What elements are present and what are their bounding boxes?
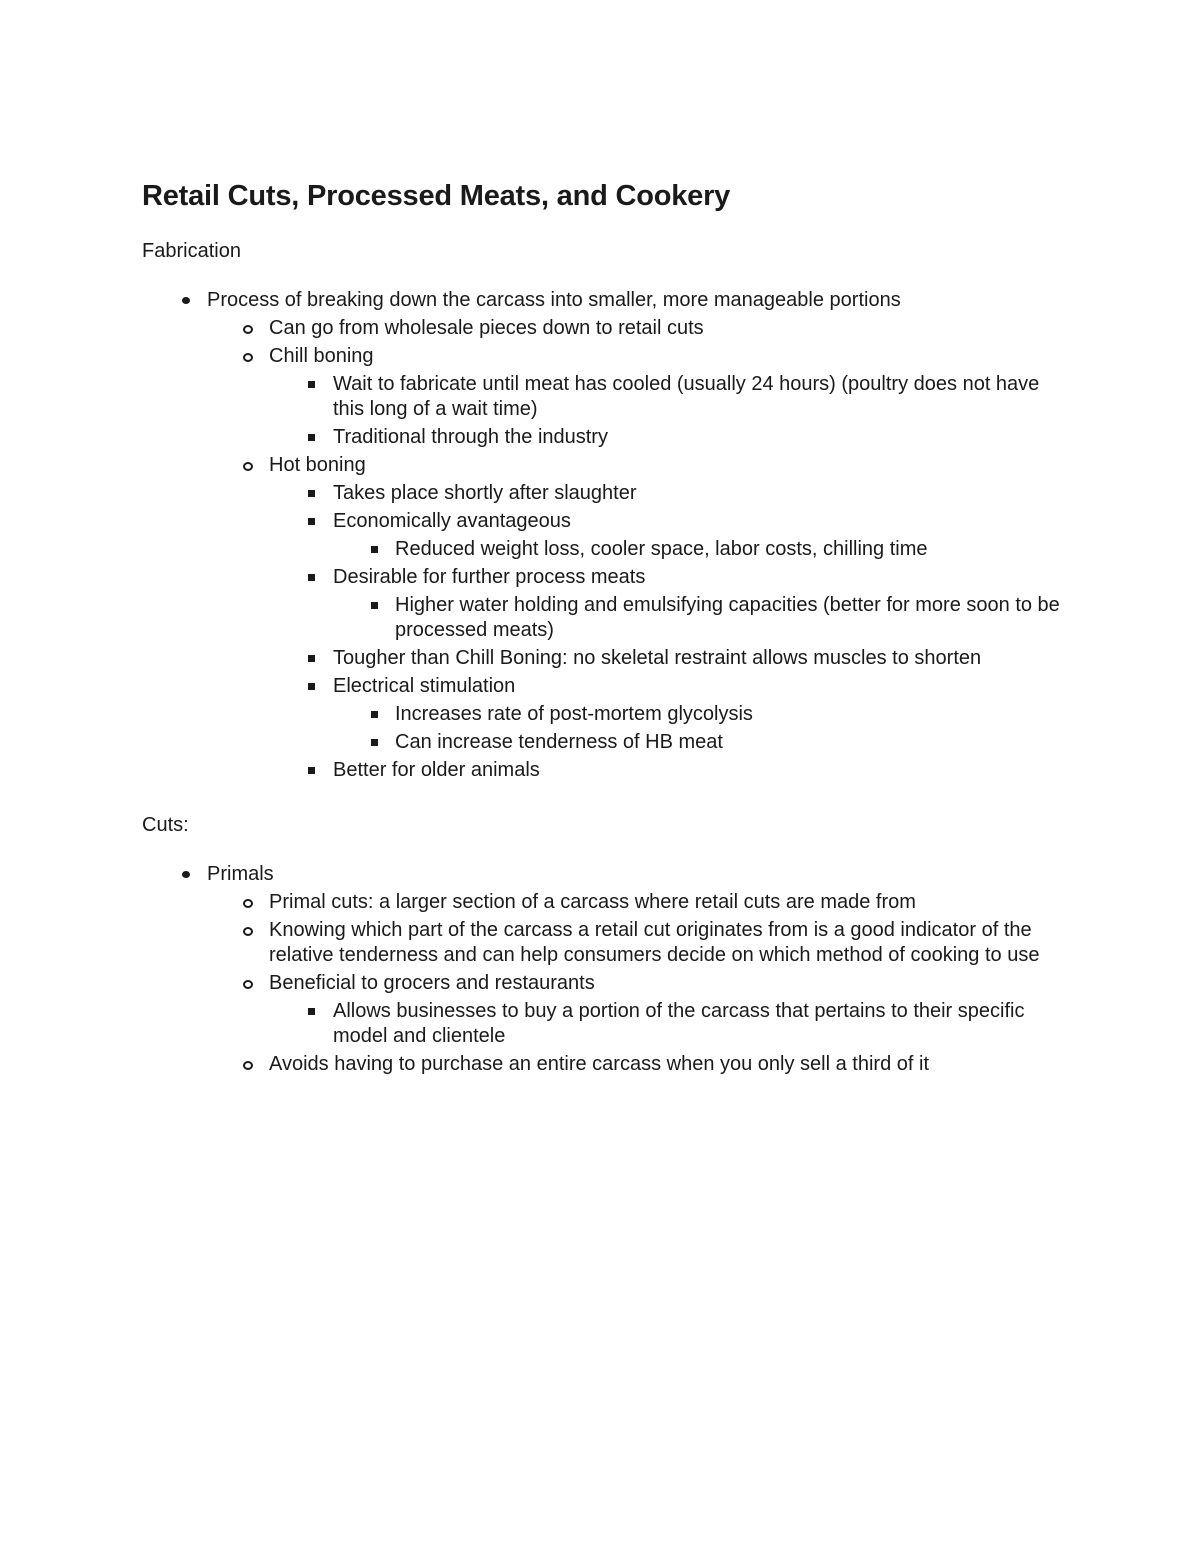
- list-item: [142, 565, 1072, 590]
- list-item-text: Tougher than Chill Boning: no skeletal restraint allows muscles to shorten: [333, 647, 982, 669]
- section-heading: Fabrication: [142, 240, 241, 262]
- list-item: [142, 372, 1072, 422]
- bullet-list: [142, 288, 1072, 783]
- list-item-text: Primals: [207, 863, 274, 885]
- list-item: [142, 862, 1072, 887]
- square-bullet: [308, 490, 315, 497]
- list-item-text: Primal cuts: a larger section of a carcass where retail cuts are made from: [269, 891, 916, 913]
- document-title: Retail Cuts, Processed Meats, and Cookery: [142, 180, 731, 212]
- list-item-text: Electrical stimulation: [333, 675, 516, 697]
- list-item: [142, 425, 1072, 450]
- square-bullet: [308, 434, 315, 441]
- square-bullet: [371, 546, 378, 553]
- square-bullet: [371, 739, 378, 746]
- list-item: [142, 890, 1072, 915]
- list-item-text: Takes place shortly after slaughter: [333, 482, 637, 504]
- list-item: [142, 918, 1072, 968]
- square-bullet: [308, 767, 315, 774]
- square-bullet: [308, 381, 315, 388]
- square-bullet: [308, 574, 315, 581]
- section-spacer: [142, 786, 1072, 812]
- list-item-text: Wait to fabricate until meat has cooled (usually 24 hours) (poultry does not have this long of a wait time): [333, 373, 1040, 420]
- list-item-text: Economically avantageous: [333, 510, 571, 532]
- hollow-circle-bullet: [243, 899, 253, 908]
- list-item: [142, 344, 1072, 369]
- list-item-text: Can go from wholesale pieces down to retail cuts: [269, 317, 704, 339]
- list-item: [142, 316, 1072, 341]
- list-item: [142, 509, 1072, 534]
- list-item: [142, 758, 1072, 783]
- list-item: [142, 999, 1072, 1049]
- hollow-circle-bullet: [243, 462, 253, 471]
- square-bullet: [308, 655, 315, 662]
- bullet-list: [142, 862, 1072, 1077]
- hollow-circle-bullet: [243, 927, 253, 936]
- list-item: [142, 702, 1072, 727]
- filled-circle-bullet: [182, 297, 190, 304]
- document-body: [142, 238, 1072, 1077]
- list-item: [142, 730, 1072, 755]
- list-item-text: Process of breaking down the carcass into smaller, more manageable portions: [207, 289, 901, 311]
- list-item-text: Better for older animals: [333, 759, 540, 781]
- hollow-circle-bullet: [243, 980, 253, 989]
- list-item: [142, 288, 1072, 313]
- list-item: [142, 537, 1072, 562]
- square-bullet: [371, 711, 378, 718]
- section-heading: Cuts:: [142, 814, 189, 836]
- list-item-text: Chill boning: [269, 345, 374, 367]
- list-item: [142, 481, 1072, 506]
- square-bullet: [371, 602, 378, 609]
- list-item-text: Increases rate of post-mortem glycolysis: [395, 703, 753, 725]
- square-bullet: [308, 518, 315, 525]
- list-item-text: Desirable for further process meats: [333, 566, 646, 588]
- list-item: [142, 593, 1072, 643]
- list-item-text: Allows businesses to buy a portion of the carcass that pertains to their specific model and clientele: [333, 1000, 1025, 1047]
- list-item: [142, 674, 1072, 699]
- list-item-text: Knowing which part of the carcass a retail cut originates from is a good indicator of the relative tenderness and can help consumers decide on which method of cooking to use: [269, 919, 1040, 966]
- list-item-text: Higher water holding and emulsifying capacities (better for more soon to be processed meats): [395, 594, 1060, 641]
- list-item: [142, 1052, 1072, 1077]
- list-item: [142, 971, 1072, 996]
- filled-circle-bullet: [182, 871, 190, 878]
- list-item-text: Can increase tenderness of HB meat: [395, 731, 723, 753]
- list-item-text: Reduced weight loss, cooler space, labor costs, chilling time: [395, 538, 928, 560]
- list-item-text: Traditional through the industry: [333, 426, 608, 448]
- list-item: [142, 646, 1072, 671]
- document-page: [142, 176, 1072, 1080]
- list-item-text: Beneficial to grocers and restaurants: [269, 972, 595, 994]
- hollow-circle-bullet: [243, 1061, 253, 1070]
- square-bullet: [308, 683, 315, 690]
- hollow-circle-bullet: [243, 325, 253, 334]
- list-item-text: Avoids having to purchase an entire carcass when you only sell a third of it: [269, 1053, 929, 1075]
- hollow-circle-bullet: [243, 353, 253, 362]
- list-item-text: Hot boning: [269, 454, 366, 476]
- square-bullet: [308, 1008, 315, 1015]
- list-item: [142, 453, 1072, 478]
